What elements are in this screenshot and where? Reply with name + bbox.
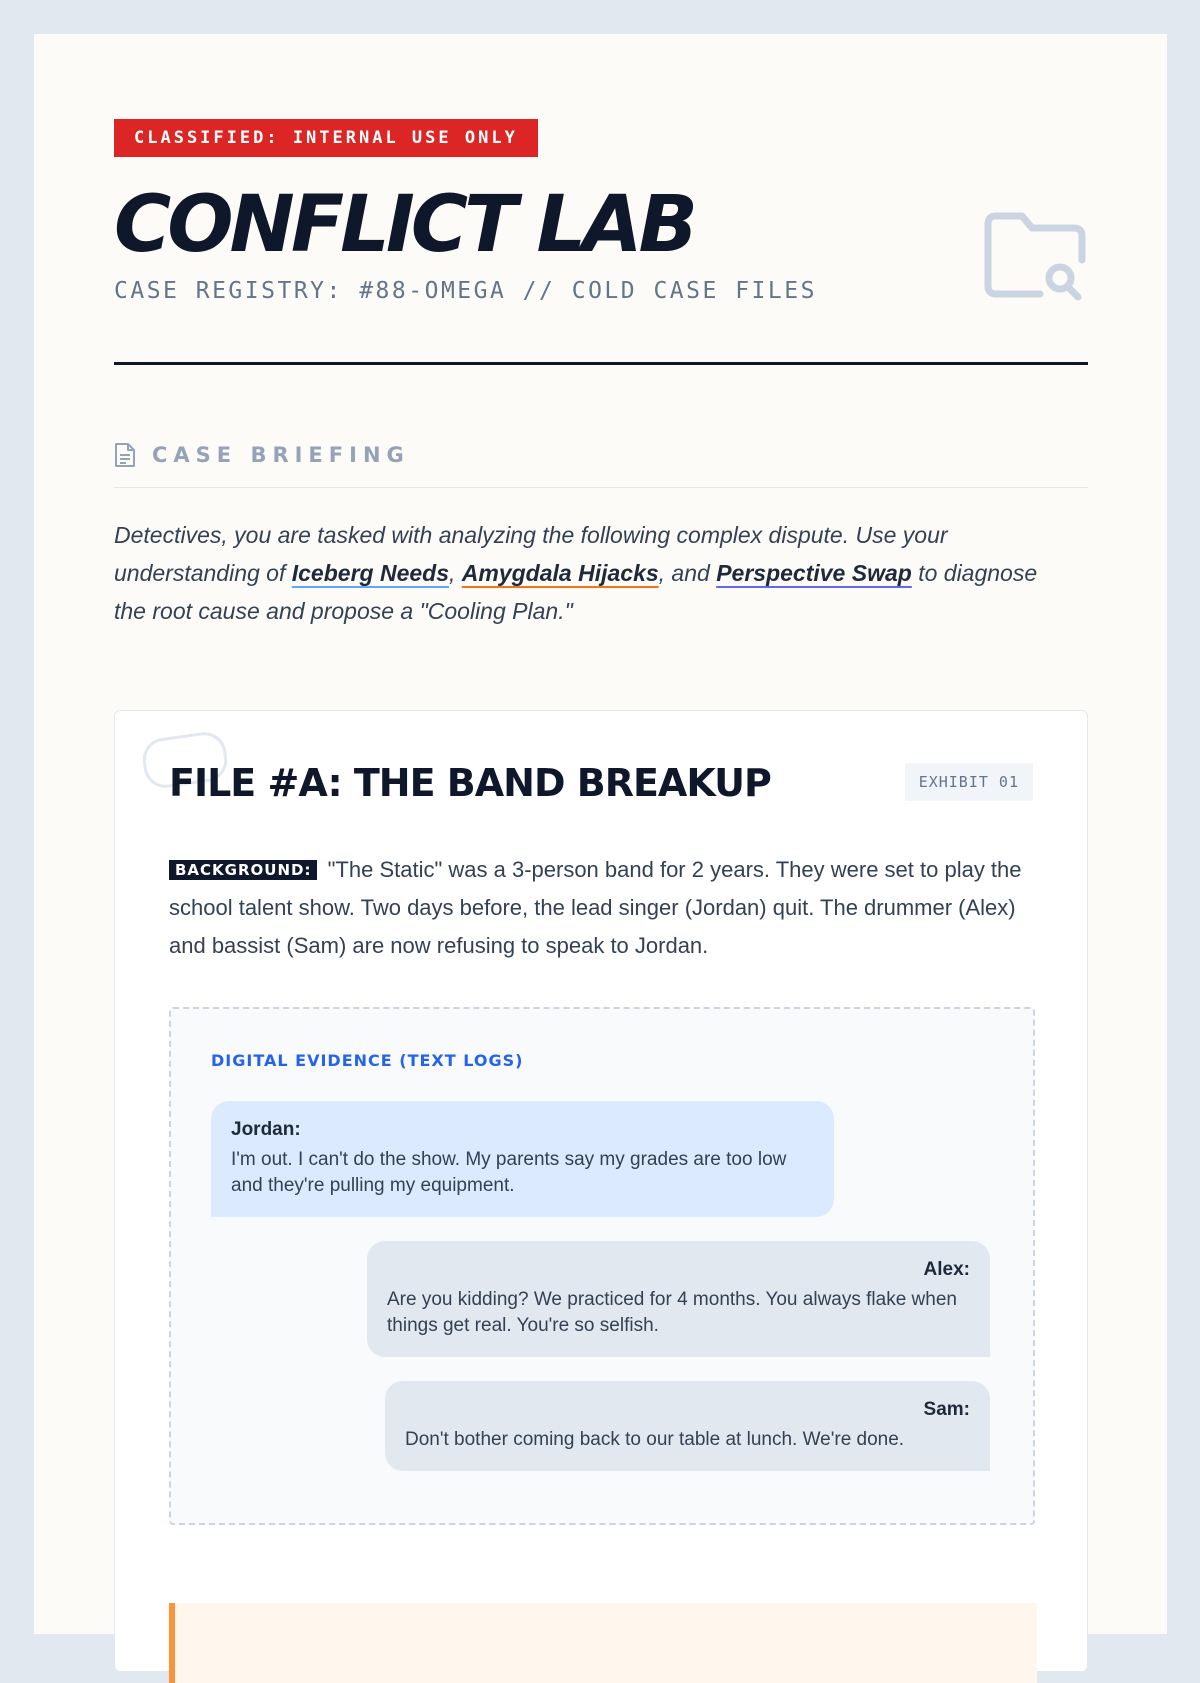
briefing-heading: [114, 442, 410, 468]
message-text: Don't bother coming back to our table at lunch. We're done.: [405, 1429, 905, 1450]
classified-stamp: CLASSIFIED: INTERNAL USE ONLY: [114, 119, 538, 157]
message-sender: Alex:: [923, 1259, 970, 1280]
message-text: I'm out. I can't do the show. My parents say my grades are too low and they're pulling my equipment.: [231, 1149, 787, 1196]
term-perspective-swap: Perspective Swap: [716, 560, 912, 586]
term-iceberg-needs: Iceberg Needs: [291, 560, 449, 586]
message-text: Are you kidding? We practiced for 4 months. You always flake when things get real. You're so selfish.: [387, 1289, 957, 1336]
message-alex: [367, 1241, 990, 1357]
message-sam: [385, 1381, 990, 1471]
page-title: CONFLICT LAB: [114, 180, 694, 270]
folder-search-icon: [982, 210, 1088, 302]
term-amygdala-hijacks: Amygdala Hijacks: [461, 560, 659, 586]
evidence-label: DIGITAL EVIDENCE (TEXT LOGS): [211, 1051, 524, 1070]
message-sender: Jordan:: [231, 1119, 301, 1140]
message-jordan: [211, 1101, 834, 1217]
briefing-heading-label: CASE BRIEFING: [152, 443, 410, 467]
document-icon: [114, 442, 136, 468]
header-divider: [114, 362, 1088, 365]
briefing-divider: [114, 487, 1088, 488]
background-tag: BACKGROUND:: [169, 860, 317, 880]
message-sender: Sam:: [923, 1399, 970, 1420]
background-paragraph: [169, 851, 1029, 965]
exhibit-badge: EXHIBIT 01: [905, 763, 1033, 801]
background-text: "The Static" was a 3-person band for 2 years. They were set to play the school talent show. Two days before, the lead singer (Jordan) quit. The drummer (Alex) and bassist (Sam) are now refusing to speak to Jordan.: [169, 857, 1022, 958]
case-file-page: [34, 34, 1167, 1634]
case-file-card: [114, 710, 1088, 1672]
file-title: FILE #A: THE BAND BREAKUP: [169, 761, 771, 805]
digital-evidence-box: [169, 1007, 1035, 1525]
insight-callout: [169, 1603, 1037, 1683]
case-registry-subtitle: CASE REGISTRY: #88-OMEGA // COLD CASE FILES: [114, 278, 817, 304]
briefing-text: Detectives, you are tasked with analyzing the following complex dispute. Use your understanding of Iceberg Needs, Amygdala Hijacks, and Perspective Swap to diagnose the root cause and propose a "Cooling Plan.": [114, 522, 1038, 624]
